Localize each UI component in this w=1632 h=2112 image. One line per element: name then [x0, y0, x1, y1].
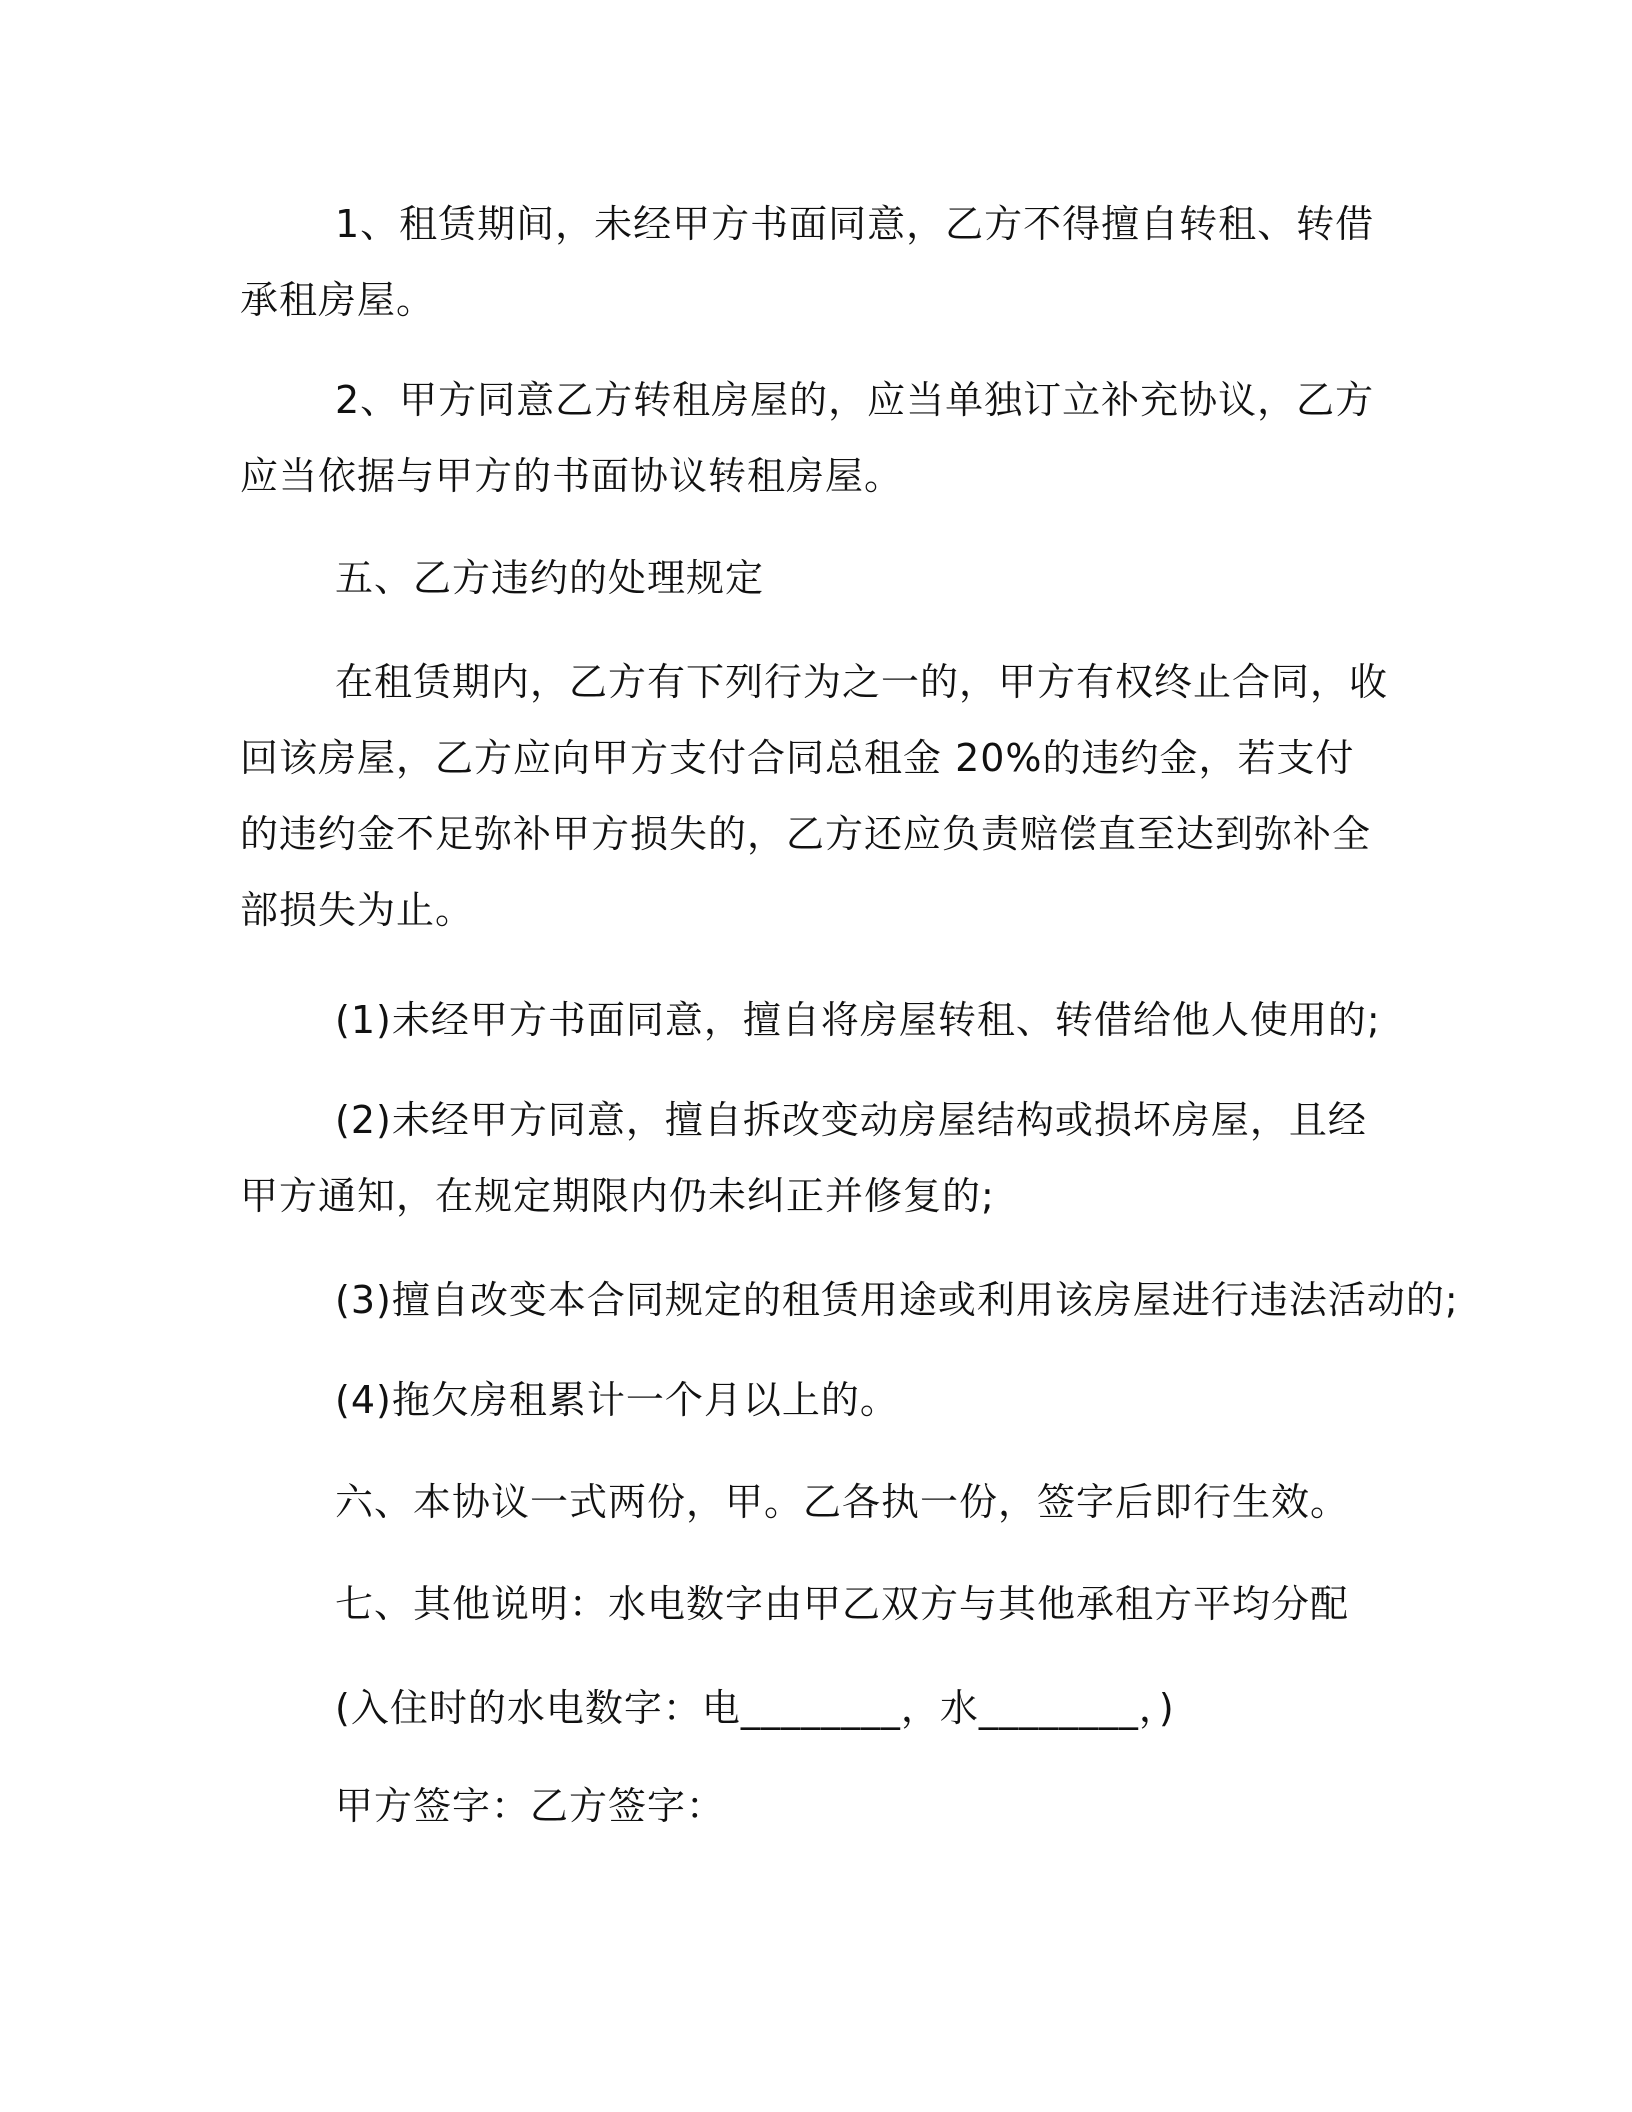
- breach-item-2: (2)未经甲方同意，擅自拆改变动房屋结构或损坏房屋，且经甲方通知，在规定期限内仍未纠正并修复的;: [240, 1098, 1367, 1218]
- section-six-copies: 六、本协议一式两份，甲。乙各执一份，签字后即行生效。: [335, 1480, 1350, 1524]
- breach-item-4: (4)拖欠房租累计一个月以上的。: [335, 1378, 899, 1422]
- utility-readings-line: (入住时的水电数字：电________，水________，): [335, 1686, 1175, 1730]
- section-heading-breach: 五、乙方违约的处理规定: [335, 556, 765, 600]
- breach-item-3: (3)擅自改变本合同规定的租赁用途或利用该房屋进行违法活动的;: [335, 1278, 1459, 1322]
- clause-termination-penalty: 在租赁期内，乙方有下列行为之一的，甲方有权终止合同，收回该房屋，乙方应向甲方支付合同总租金 20%的违约金，若支付的违约金不足弥补甲方损失的，乙方还应负责赔偿直至达到弥补全部损失为止。: [240, 660, 1389, 932]
- section-seven-notes: 七、其他说明：水电数字由甲乙双方与其他承租方平均分配: [335, 1582, 1350, 1626]
- clause-sublet-consent: 1、租赁期间，未经甲方书面同意，乙方不得擅自转租、转借承租房屋。: [240, 202, 1375, 322]
- clause-sublet-agreement: 2、甲方同意乙方转租房屋的，应当单独订立补充协议，乙方应当依据与甲方的书面协议转租房屋。: [240, 378, 1375, 498]
- signature-line: 甲方签字：乙方签字：: [335, 1784, 726, 1828]
- breach-item-1: (1)未经甲方书面同意，擅自将房屋转租、转借给他人使用的;: [335, 998, 1381, 1042]
